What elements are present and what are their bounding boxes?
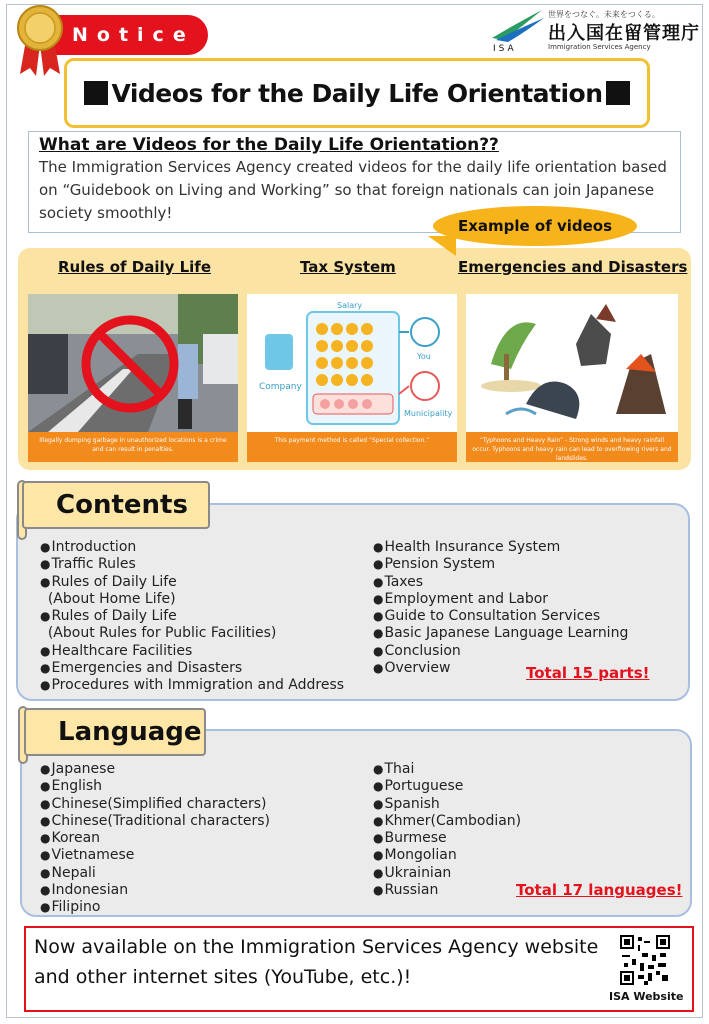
tax-you-label: You bbox=[417, 352, 431, 361]
isa-logo bbox=[490, 8, 700, 54]
list-item: ● Spanish bbox=[373, 796, 521, 813]
list-item: ● Khmer(Cambodian) bbox=[373, 813, 521, 830]
notice-badge bbox=[50, 15, 208, 55]
list-item: ● Indonesian bbox=[40, 882, 270, 899]
logo-tagline: 世界をつなぐ。未来をつくる。 bbox=[548, 10, 660, 19]
example-caption-emergencies: “Typhoons and Heavy Rain” - Strong winds and heavy rainfall occur. Typhoons and heavy rain can lead to overflowing rivers and landslides. bbox=[466, 432, 678, 462]
disaster-scene-image bbox=[466, 294, 678, 432]
contents-heading: Contents bbox=[56, 490, 188, 520]
list-item: (About Rules for Public Facilities) bbox=[47, 625, 277, 642]
list-item: ● Filipino bbox=[40, 899, 270, 916]
example-label-emergencies: Emergencies and Disasters bbox=[458, 258, 688, 276]
list-item: ● Korean bbox=[40, 830, 270, 847]
list-item: ● Chinese(Traditional characters) bbox=[40, 813, 270, 830]
examples-panel bbox=[18, 248, 691, 470]
title-square-right bbox=[606, 81, 630, 105]
list-item: ● Emergencies and Disasters bbox=[40, 660, 344, 677]
footer-line-2: and other internet sites (YouTube, etc.)! bbox=[34, 966, 412, 988]
list-item: ● Health Insurance System bbox=[373, 539, 628, 556]
list-item: ● Traffic Rules bbox=[40, 556, 344, 573]
list-item: ● Thai bbox=[373, 761, 521, 778]
list-item: ● Ukrainian bbox=[373, 865, 521, 882]
list-item: ● Basic Japanese Language Learning bbox=[373, 625, 628, 642]
example-video-rules[interactable] bbox=[28, 294, 238, 462]
bubble-tail bbox=[428, 236, 456, 256]
example-caption-rules: Illegally dumping garbage in unauthorized locations is a crime and can result in penalties. bbox=[28, 432, 238, 462]
tax-company-label: Company bbox=[259, 382, 302, 392]
list-item: ● Employment and Labor bbox=[373, 591, 628, 608]
logo-name-en: Immigration Services Agency bbox=[548, 43, 651, 51]
list-item: ● Russian bbox=[373, 882, 521, 899]
intro-heading: What are Videos for the Daily Life Orientation?? bbox=[39, 135, 499, 155]
list-item: ● Procedures with Immigration and Address bbox=[40, 677, 344, 694]
list-item: ● Mongolian bbox=[373, 847, 521, 864]
list-item: ● Burmese bbox=[373, 830, 521, 847]
example-video-tax[interactable] bbox=[247, 294, 457, 462]
tax-salary-label: Salary bbox=[337, 301, 363, 310]
list-item: ● Taxes bbox=[373, 574, 628, 591]
footer-box bbox=[24, 926, 694, 1012]
title-box bbox=[64, 58, 650, 128]
list-item: ● Overview bbox=[373, 660, 628, 677]
list-item: ● Guide to Consultation Services bbox=[373, 608, 628, 625]
logo-name-jp: 出入国在留管理庁 bbox=[548, 23, 700, 44]
list-item: ● Japanese bbox=[40, 761, 270, 778]
footer-text bbox=[34, 932, 598, 992]
list-item: ● Conclusion bbox=[373, 643, 628, 660]
language-list-left bbox=[40, 761, 270, 917]
example-video-emergencies[interactable] bbox=[466, 294, 678, 462]
list-item: ● Portuguese bbox=[373, 778, 521, 795]
list-item: ● English bbox=[40, 778, 270, 795]
contents-list-right bbox=[373, 539, 628, 677]
list-item: ● Rules of Daily Life bbox=[40, 608, 344, 625]
page-title: Videos for the Daily Life Orientation bbox=[111, 78, 603, 108]
list-item: ● Nepali bbox=[40, 865, 270, 882]
intro-body: The Immigration Services Agency created videos for the daily life orientation based on “Guidebook on Living and Working” so that foreign nationals can join Japanese society smoothly! bbox=[39, 158, 667, 222]
title-square-left bbox=[84, 81, 108, 105]
list-item: ● Vietnamese bbox=[40, 847, 270, 864]
list-item: ● Chinese(Simplified characters) bbox=[40, 796, 270, 813]
contents-total: Total 15 parts! bbox=[526, 664, 650, 682]
logo-abbr: ISA bbox=[493, 44, 517, 54]
example-caption-tax: This payment method is called “Special collection.” bbox=[247, 432, 457, 462]
language-total: Total 17 languages! bbox=[516, 881, 683, 899]
list-item: ● Healthcare Facilities bbox=[40, 643, 344, 660]
notice-label: Notice bbox=[72, 24, 195, 46]
medal-icon bbox=[14, 4, 66, 78]
list-item: ● Introduction bbox=[40, 539, 344, 556]
contents-heading-scroll bbox=[22, 481, 210, 529]
list-item: (About Home Life) bbox=[47, 590, 176, 607]
language-heading-scroll bbox=[24, 708, 206, 756]
language-heading: Language bbox=[58, 717, 202, 747]
examples-bubble: Example of videos bbox=[433, 206, 637, 246]
footer-line-1: Now available on the Immigration Services Agency website bbox=[34, 936, 599, 958]
qr-label: ISA Website bbox=[609, 990, 684, 1003]
qr-code-icon[interactable] bbox=[620, 935, 670, 985]
language-list-right bbox=[373, 761, 521, 899]
list-item: ● Pension System bbox=[373, 556, 628, 573]
contents-list-left bbox=[40, 539, 344, 695]
example-label-tax: Tax System bbox=[300, 258, 396, 276]
example-label-rules: Rules of Daily Life bbox=[58, 258, 212, 276]
tax-diagram-image bbox=[247, 294, 457, 432]
tax-municipality-label: Municipality bbox=[404, 409, 453, 418]
list-item: ● Rules of Daily Life bbox=[40, 574, 344, 591]
street-scene-image bbox=[28, 294, 238, 432]
